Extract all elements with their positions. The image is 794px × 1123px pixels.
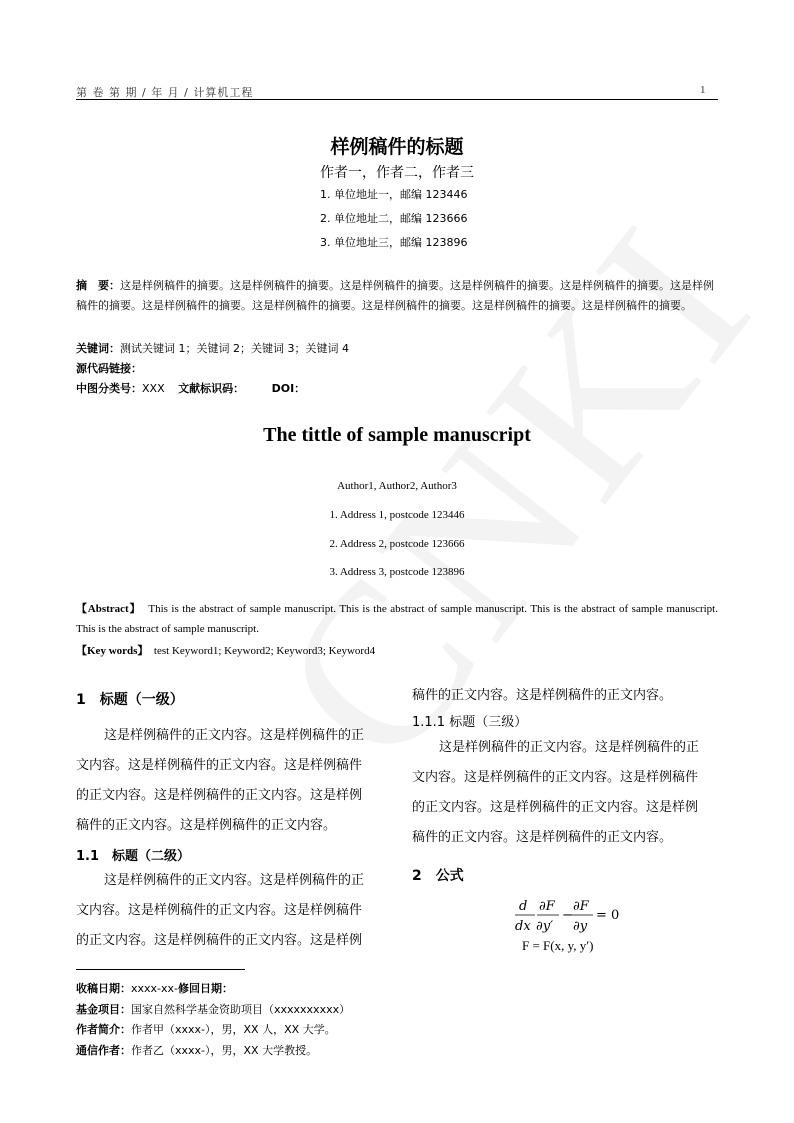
abstract-en-label: 【Abstract】 [76,603,142,615]
title-cn: 样例稿件的标题 [330,136,464,158]
sec1-para-line-4: 稿件的正文内容。这是样例稿件的正文内容。 [76,818,337,833]
eq1-minus: − [562,908,573,923]
fund-value: 国家自然科学基金资助项目（xxxxxxxxxx） [131,1003,351,1016]
section-1-1-1-heading: 1.1.1 标题（三级） [412,715,528,730]
abstract-cn [76,276,718,316]
section-1-1-heading: 1.1 标题（二级） [76,849,191,864]
eq1-dF2: ∂F [573,899,589,914]
sec1-para-line-2: 文内容。这是样例稿件的正文内容。这是样例稿件 [76,758,363,773]
corresponding-label: 通信作者： [76,1044,131,1057]
footnote-fund [76,1001,350,1017]
header-rule [76,99,718,100]
sec11-para-line-3: 的正文内容。这是样例稿件的正文内容。这是样例 [76,933,363,948]
footnote-corresponding [76,1042,317,1058]
section-2-heading: 2 公式 [412,868,464,884]
affiliation-en-3: 3. Address 3, postcode 123896 [329,566,465,578]
eq1-dF: ∂F [539,899,555,914]
footnote-rule [76,969,245,970]
sec111-para-line-4: 稿件的正文内容。这是样例稿件的正文内容。 [412,830,673,845]
classification-label: 中图分类号： [76,382,142,395]
abstract-cn-text: 这是样例稿件的摘要。这是样例稿件的摘要。这是样例稿件的摘要。这是样例稿件的摘要。这是样例稿件的摘要。这是样例稿件的摘要。这是样例稿件的摘要。这是样例稿件的摘要。这是样例稿件的摘要。这是样例稿件的摘要。这是样例稿件的摘要。 [76,279,714,312]
sec111-para-line-3: 的正文内容。这是样例稿件的正文内容。这是样例 [412,800,699,815]
doi-label: DOI： [271,382,306,395]
authors-en: Author1, Author2, Author3 [337,480,457,492]
classification-value: XXX [142,382,165,395]
sec11-para-line-1: 这是样例稿件的正文内容。这是样例稿件的正 [104,873,365,888]
keywords-cn-label: 关键词： [76,342,120,355]
section-1-heading: 1 标题（一级） [76,692,184,708]
equation-1 [505,894,625,936]
page-number: 1 [700,84,707,96]
affiliation-cn-1: 1. 单位地址一，邮编 123446 [320,188,468,201]
author-bio-value: 作者甲（xxxx-），男，XX 人，XX 大学。 [131,1023,336,1036]
abstract-cn-label: 摘 要： [76,279,120,292]
footnote-author [76,1021,336,1037]
affiliation-cn-3: 3. 单位地址三，邮编 123896 [320,236,468,249]
keywords-en-label: 【Key words】 [76,645,149,657]
title-en: The tittle of sample manuscript [263,424,531,446]
keywords-cn [76,340,349,356]
eq1-equals: = 0 [596,908,620,923]
keywords-cn-text: 测试关键词 1；关键词 2；关键词 3；关键词 4 [120,342,349,355]
affiliation-en-1: 1. Address 1, postcode 123446 [329,509,465,521]
authors-cn: 作者一，作者二，作者三 [320,165,474,181]
eq1-dy-prime: ∂y′ [536,919,554,934]
revised-label: 修回日期： [178,982,233,995]
abstract-en [76,599,718,639]
eq1-dx: dx [515,919,531,934]
sec111-para-line-2: 文内容。这是样例稿件的正文内容。这是样例稿件 [412,770,699,785]
received-label: 收稿日期： [76,982,131,995]
affiliation-en-2: 2. Address 2, postcode 123666 [329,538,465,550]
fund-label: 基金项目： [76,1003,131,1016]
keywords-en [76,642,375,658]
abstract-en-text: This is the abstract of sample manuscript. This is the abstract of sample manuscript. This is the abstract of sample manuscript. This is the abstract of sample manuscript. [76,603,718,635]
classification-line [76,380,305,396]
author-bio-label: 作者简介： [76,1023,131,1036]
sec1-para-line-3: 的正文内容。这是样例稿件的正文内容。这是样例 [76,788,363,803]
received-value: xxxx-xx- [131,982,178,995]
sec11-para-line-2: 文内容。这是样例稿件的正文内容。这是样例稿件 [76,903,363,918]
doc-code-label: 文献标识码： [178,382,245,395]
footnote-received [76,980,233,996]
keywords-en-text: test Keyword1; Keyword2; Keyword3; Keyword4 [153,645,376,657]
eq1-d: d [519,899,528,914]
corresponding-value: 作者乙（xxxx-），男，XX 大学教授。 [131,1044,318,1057]
equation-2: F = F(x, y, y′) [522,938,594,953]
col2-continued-line: 稿件的正文内容。这是样例稿件的正文内容。 [412,688,673,703]
running-header: 第 卷 第 期 / 年 月 / 计算机工程 [76,86,254,99]
source-code-label: 源代码链接： [76,362,142,375]
eq1-dy: ∂y [573,919,588,934]
sec111-para-line-1: 这是样例稿件的正文内容。这是样例稿件的正 [439,740,700,755]
sec1-para-line-1: 这是样例稿件的正文内容。这是样例稿件的正 [104,728,365,743]
affiliation-cn-2: 2. 单位地址二，邮编 123666 [320,212,468,225]
